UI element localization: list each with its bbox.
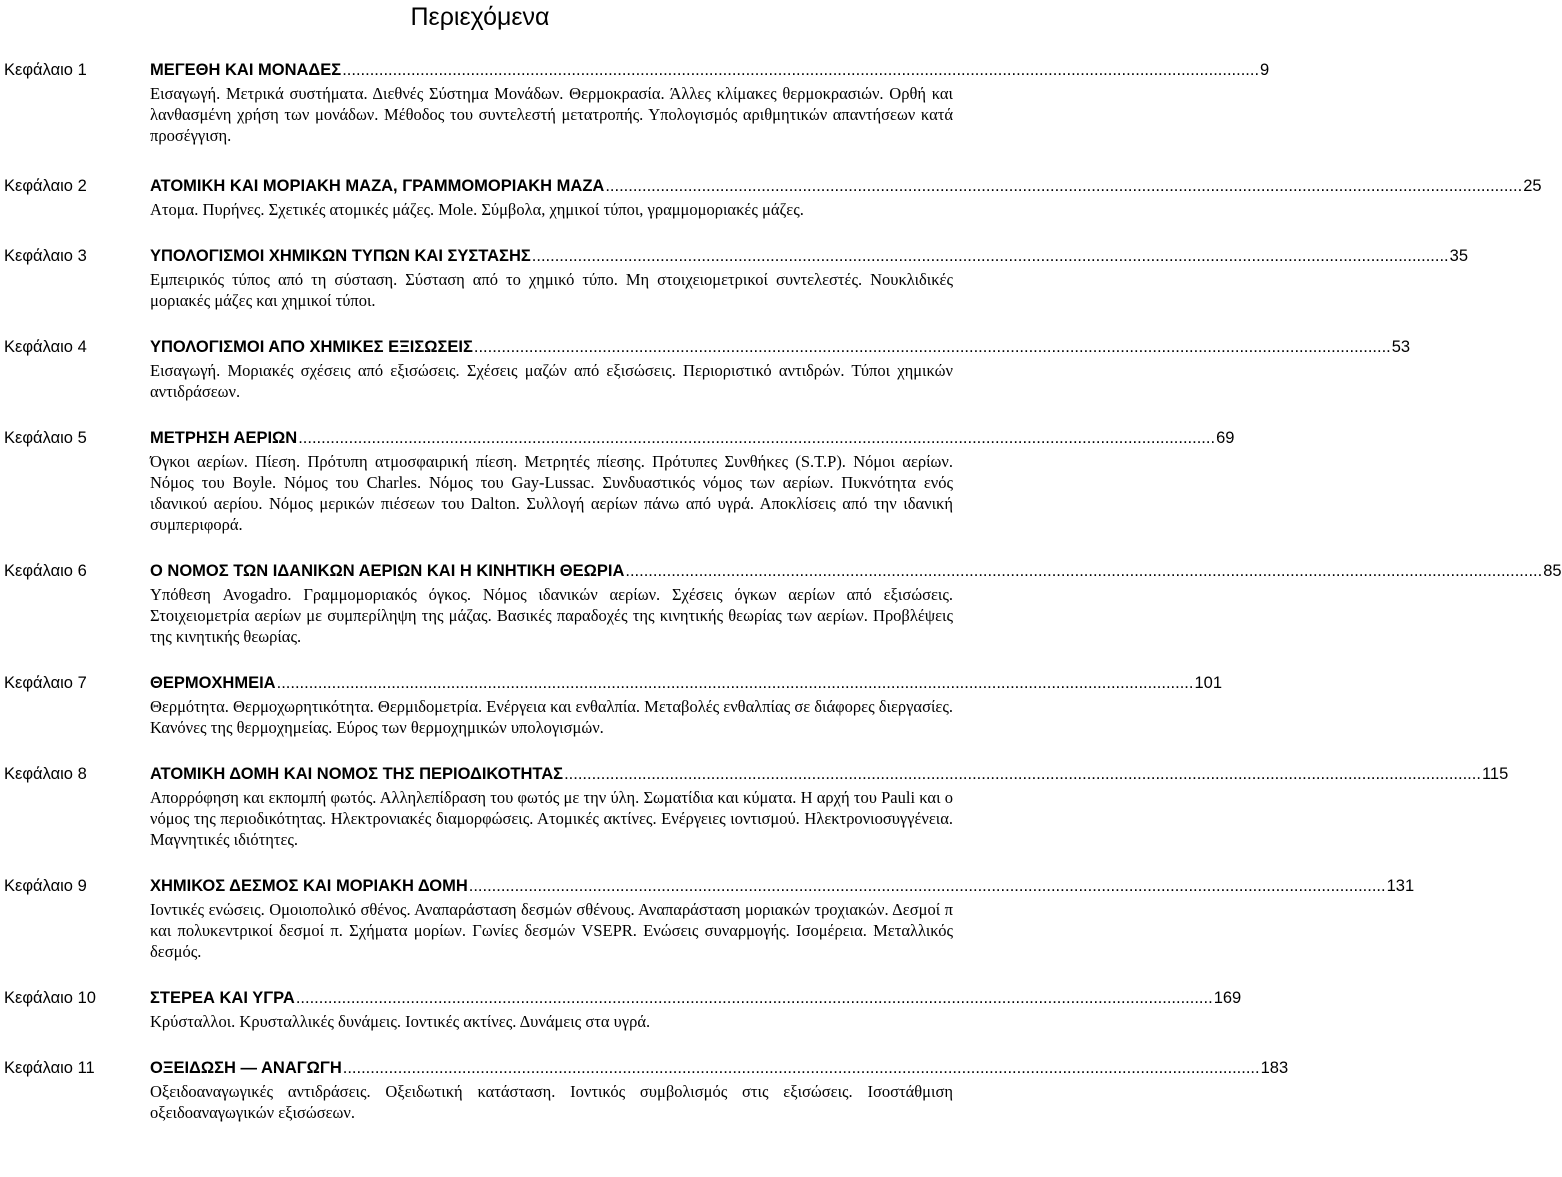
- chapter-title-line[interactable]: [150, 337, 1411, 358]
- chapter-page-number: 9: [1260, 61, 1270, 79]
- chapter-title-line[interactable]: [150, 876, 1415, 897]
- leader-dots: [342, 60, 1259, 81]
- chapter-page-number: 69: [1216, 429, 1235, 447]
- chapter-title: ΧΗΜΙΚΟΣ ΔΕΣΜΟΣ ΚΑΙ ΜΟΡΙΑΚΗ ΔΟΜΗ: [150, 877, 468, 895]
- toc-entry-1: [0, 60, 1270, 146]
- toc-entry-9: [0, 876, 1415, 962]
- chapter-title: ΣΤΕΡΕΑ ΚΑΙ ΥΓΡΑ: [150, 989, 295, 1007]
- table-of-contents: [0, 60, 1562, 1123]
- leader-dots: [605, 176, 1522, 197]
- toc-entry-8: [0, 764, 1509, 850]
- chapter-title: ΜΕΓΕΘΗ ΚΑΙ ΜΟΝΑΔΕΣ: [150, 61, 342, 79]
- chapter-body: [150, 561, 1562, 647]
- chapter-title-line[interactable]: [150, 988, 1242, 1009]
- chapter-page-number: 85: [1543, 562, 1562, 580]
- leader-dots: [474, 337, 1391, 358]
- leader-dots: [564, 764, 1481, 785]
- chapter-body: [150, 764, 1509, 850]
- chapter-title-line[interactable]: [150, 246, 1468, 267]
- chapter-body: [150, 876, 1415, 962]
- chapter-body: [150, 60, 1270, 146]
- chapter-title-line[interactable]: [150, 764, 1509, 785]
- chapter-title-line[interactable]: [150, 561, 1562, 582]
- toc-entry-2: [0, 176, 1542, 220]
- chapter-body: [150, 176, 1542, 220]
- chapter-title: ΥΠΟΛΟΓΙΣΜΟΙ ΧΗΜΙΚΩΝ ΤΥΠΩΝ ΚΑΙ ΣΥΣΤΑΣΗΣ: [150, 247, 531, 265]
- toc-entry-3: [0, 246, 1468, 311]
- leader-dots: [277, 673, 1194, 694]
- toc-entry-6: [0, 561, 1562, 647]
- chapter-page-number: 169: [1213, 989, 1242, 1007]
- leader-dots: [469, 876, 1386, 897]
- chapter-label: Κεφάλαιο 9: [4, 877, 87, 895]
- chapter-page-number: 25: [1523, 177, 1542, 195]
- chapter-label: Κεφάλαιο 2: [4, 177, 87, 195]
- toc-entry-10: [0, 988, 1242, 1032]
- chapter-title-line[interactable]: [150, 673, 1222, 694]
- chapter-description: Εισαγωγή. Μετρικά συστήματα. Διεθνές Σύστημα Μονάδων. Θερμοκρασία. Άλλες κλίμακες θερμοκρασιών. Ορθή και λανθασμένη χρήση των μονάδων. Μέθοδος του συντελεστή μετατροπής. Υπολογισμός αριθμητικών απαντήσεων κατά προσέγγιση.: [150, 84, 953, 145]
- chapter-label: Κεφάλαιο 4: [4, 338, 87, 356]
- chapter-description: Κρύσταλλοι. Κρυσταλλικές δυνάμεις. Ιοντικές ακτίνες. Δυνάμεις στα υγρά.: [150, 1012, 651, 1031]
- chapter-title: ΥΠΟΛΟΓΙΣΜΟΙ ΑΠΟ ΧΗΜΙΚΕΣ ΕΞΙΣΩΣΕΙΣ: [150, 338, 473, 356]
- chapter-title-line[interactable]: [150, 1058, 1289, 1079]
- chapter-page-number: 183: [1260, 1059, 1289, 1077]
- chapter-description: Υπόθεση Avogadro. Γραμμομοριακός όγκος. Νόμος ιδανικών αερίων. Σχέσεις όγκων αερίων από εξισώσεις. Στοιχειομετρία αερίων με συμπερίληψη της μάζας. Βασικές παραδοχές της κινητικής θεωρίας των αερίων. Προβλέψεις της κινητικής θεωρίας.: [150, 585, 953, 646]
- chapter-title-line[interactable]: [150, 176, 1542, 197]
- chapter-label: Κεφάλαιο 7: [4, 674, 87, 692]
- chapter-label: Κεφάλαιο 10: [4, 989, 96, 1007]
- chapter-title: ΜΕΤΡΗΣΗ ΑΕΡΙΩΝ: [150, 429, 298, 447]
- chapter-label: Κεφάλαιο 1: [4, 61, 87, 79]
- chapter-description: Οξειδοαναγωγικές αντιδράσεις. Οξειδωτική κατάσταση. Ιοντικός συμβολισμός στις εξισώσεις. Ισοστάθμιση οξειδοαναγωγικών εξισώσεων.: [150, 1082, 953, 1122]
- chapter-page-number: 101: [1194, 674, 1222, 692]
- chapter-body: [150, 673, 1222, 738]
- chapter-title: Ο ΝΟΜΟΣ ΤΩΝ ΙΔΑΝΙΚΩΝ ΑΕΡΙΩΝ ΚΑΙ Η ΚΙΝΗΤΙΚΗ ΘΕΩΡΙΑ: [150, 562, 625, 580]
- leader-dots: [625, 561, 1542, 582]
- chapter-page-number: 115: [1481, 765, 1509, 783]
- chapter-description: Ιοντικές ενώσεις. Ομοιοπολικό σθένος. Αναπαράσταση δεσμών σθένους. Αναπαράσταση μοριακών τροχιακών. Δεσμοί π και πολυκεντρικοί δεσμοί π. Σχήματα μορίων. Γωνίες δεσμών VSEPR. Ενώσεις συναρμογής. Ισομέρεια. Μεταλλικός δεσμός.: [150, 900, 953, 961]
- chapter-description: Εισαγωγή. Μοριακές σχέσεις από εξισώσεις. Σχέσεις μαζών από εξισώσεις. Περιοριστικό αντιδρών. Τύποι χημικών αντιδράσεων.: [150, 361, 953, 401]
- chapter-label: Κεφάλαιο 3: [4, 247, 87, 265]
- chapter-body: [150, 1058, 1289, 1123]
- chapter-title-line[interactable]: [150, 428, 1235, 449]
- leader-dots: [296, 988, 1213, 1009]
- chapter-description: Απορρόφηση και εκπομπή φωτός. Αλληλεπίδραση του φωτός με την ύλη. Σωματίδια και κύματα. Η αρχή του Pauli και ο νόμος της περιοδικότητας. Ηλεκτρονιακές διαμορφώσεις. Ατομικές ακτίνες. Ενέργειες ιοντισμού. Ηλεκτρονιοσυγγένεια. Μαγνητικές ιδιότητες.: [150, 788, 953, 849]
- leader-dots: [532, 246, 1449, 267]
- chapter-label: Κεφάλαιο 6: [4, 562, 87, 580]
- chapter-page-number: 35: [1449, 247, 1468, 265]
- chapter-description: Ατομα. Πυρήνες. Σχετικές ατομικές μάζες. Mole. Σύμβολα, χημικοί τύποι, γραμμομοριακές μάζες.: [150, 200, 804, 219]
- chapter-body: [150, 246, 1468, 311]
- chapter-label: Κεφάλαιο 5: [4, 429, 87, 447]
- toc-entry-4: [0, 337, 1411, 402]
- chapter-body: [150, 428, 1235, 535]
- chapter-description: Θερμότητα. Θερμοχωρητικότητα. Θερμιδομετρία. Ενέργεια και ενθαλπία. Μεταβολές ενθαλπίας σε διάφορες διεργασίες. Κανόνες της θερμοχημείας. Εύρος των θερμοχημικών υπολογισμών.: [150, 697, 953, 737]
- chapter-description: Όγκοι αερίων. Πίεση. Πρότυπη ατμοσφαιρική πίεση. Μετρητές πίεσης. Πρότυπες Συνθήκες (S.T.P). Νόμοι αερίων. Νόμος του Boyle. Νόμος του Charles. Νόμος του Gay-Lussac. Συνδυαστικός νόμος των αερίων. Πυκνότητα ενός ιδανικού αερίου. Νόμος μερικών πιέσεων του Dalton. Συλλογή αερίων πάνω από υγρά. Αποκλίσεις από την ιδανική συμπεριφορά.: [150, 452, 953, 534]
- chapter-title: ΑΤΟΜΙΚΗ ΔΟΜΗ ΚΑΙ ΝΟΜΟΣ ΤΗΣ ΠΕΡΙΟΔΙΚΟΤΗΤΑΣ: [150, 765, 564, 783]
- chapter-label: Κεφάλαιο 8: [4, 765, 87, 783]
- leader-dots: [343, 1058, 1260, 1079]
- page-title: Περιεχόμενα: [410, 3, 550, 31]
- chapter-title: ΘΕΡΜΟΧΗΜΕΙΑ: [150, 674, 276, 692]
- chapter-body: [150, 337, 1411, 402]
- chapter-label: Κεφάλαιο 11: [4, 1059, 95, 1077]
- toc-entry-7: [0, 673, 1222, 738]
- chapter-page-number: 53: [1391, 338, 1411, 356]
- chapter-description: Εμπειρικός τύπος από τη σύσταση. Σύσταση από το χημικό τύπο. Μη στοιχειομετρικοί συντελεστές. Νουκλιδικές μοριακές μάζες και χημικοί τύποι.: [150, 270, 953, 310]
- chapter-body: [150, 988, 1242, 1032]
- toc-entry-5: [0, 428, 1235, 535]
- chapter-title-line[interactable]: [150, 60, 1270, 81]
- chapter-title: ΑΤΟΜΙΚΗ ΚΑΙ ΜΟΡΙΑΚΗ ΜΑΖΑ, ΓΡΑΜΜΟΜΟΡΙΑΚΗ ΜΑΖΑ: [150, 177, 605, 195]
- toc-entry-11: [0, 1058, 1289, 1123]
- chapter-page-number: 131: [1386, 877, 1415, 895]
- chapter-title: ΟΞΕΙΔΩΣΗ — ΑΝΑΓΩΓΗ: [150, 1059, 342, 1077]
- leader-dots: [298, 428, 1215, 449]
